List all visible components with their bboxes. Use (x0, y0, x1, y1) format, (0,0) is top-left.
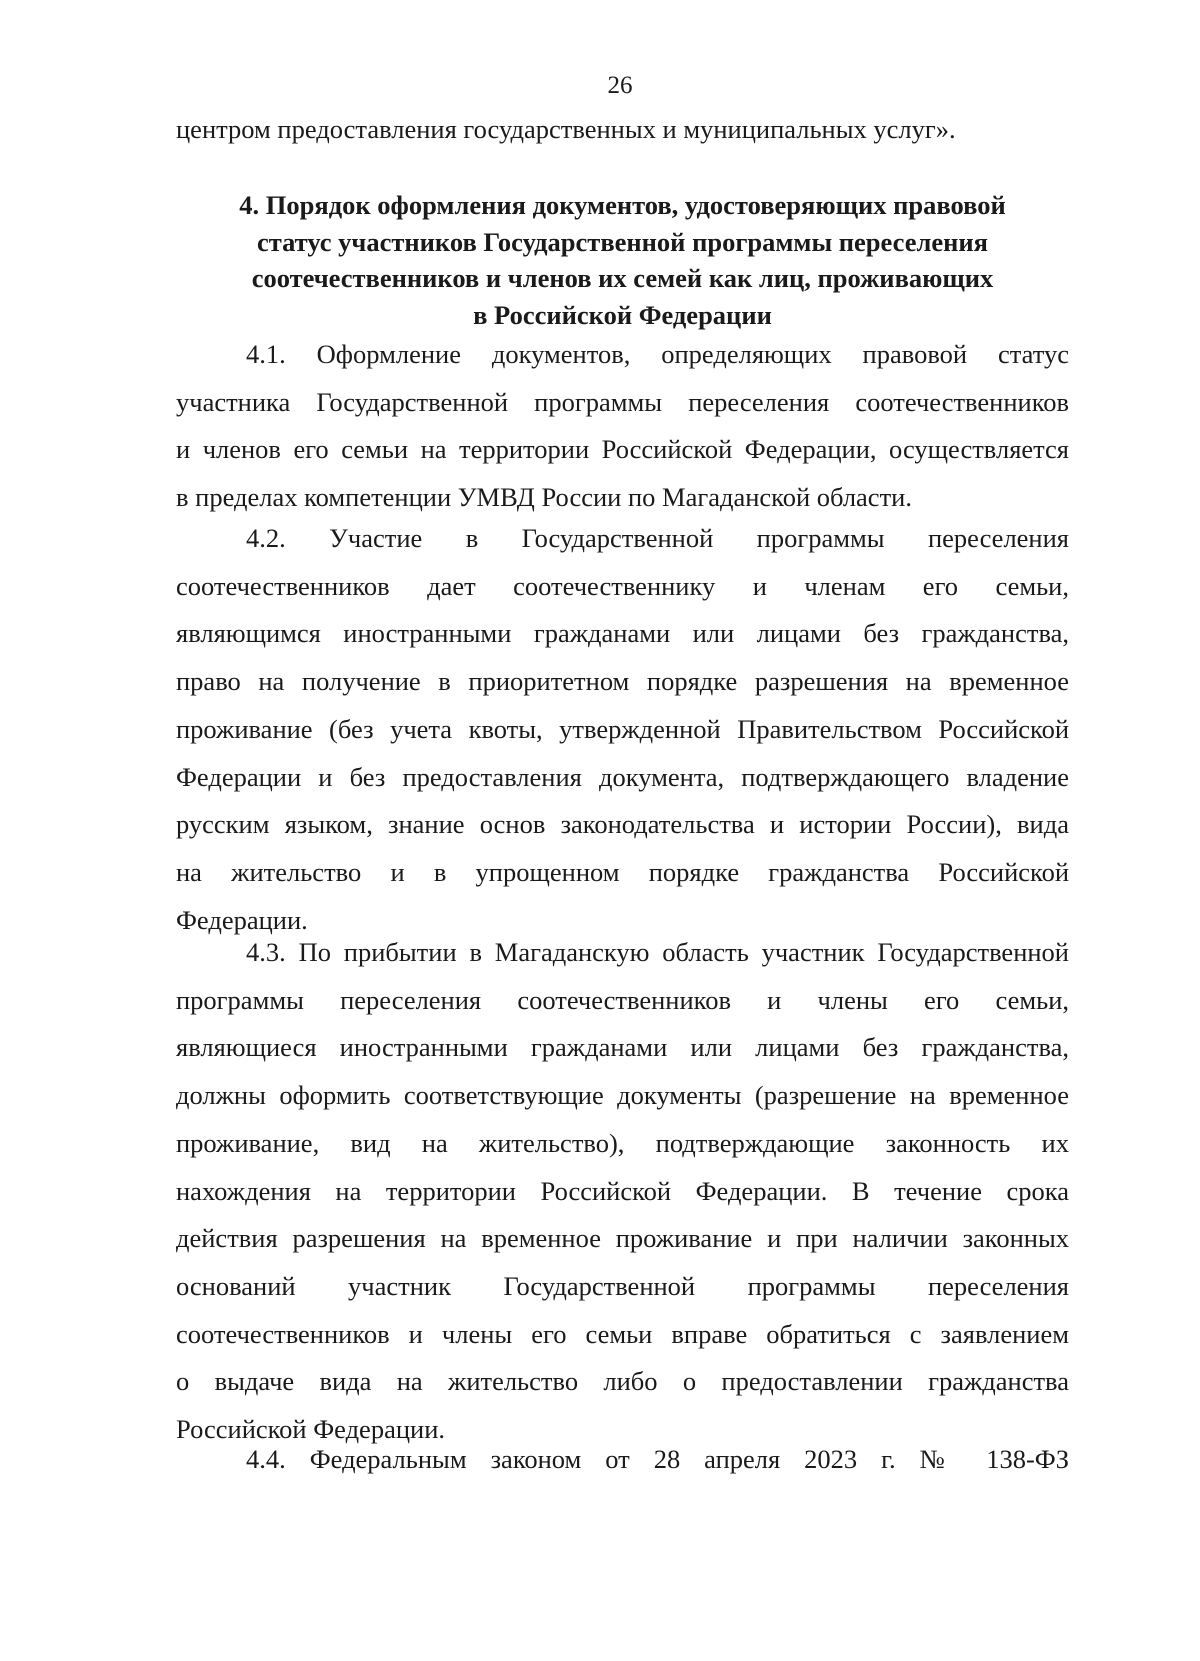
text-line: Российской Федерации. (176, 1414, 445, 1445)
text-line: право на получение в приоритетном порядке разрешения на временное (176, 666, 1069, 697)
heading-line: соотечественников и членов их семей как лиц, проживающих (251, 263, 994, 293)
text-line: нахождения на территории Российской Федерации. В течение срока (176, 1175, 1069, 1206)
text-line: центром предоставления государственных и муниципальных услуг». (176, 114, 956, 144)
text-line: Федерации. (176, 904, 308, 935)
text-line: программы переселения соотечественников и члены его семьи, (176, 984, 1069, 1015)
paragraph-4-3 (176, 929, 1069, 1454)
text-line: являющиеся иностранными гражданами или лицами без гражданства, (176, 1032, 1069, 1063)
page-number: 26 (607, 72, 633, 99)
text-line: в пределах компетенции УМВД России по Магаданской области. (176, 482, 912, 513)
text-line: русским языком, знание основ законодательства и истории России), вида (176, 809, 1069, 840)
heading-line: в Российской Федерации (473, 299, 772, 330)
heading-line: статус участников Государственной программы переселения (257, 226, 988, 257)
paragraph-4-4 (176, 1436, 1069, 1484)
text-line: 4.3. По прибытии в Магаданскую область участник Государственной (246, 937, 1069, 967)
paragraph-4-1 (176, 331, 1069, 522)
text-line: проживание (без учета квоты, утвержденной Правительством Российской (176, 713, 1069, 744)
heading-line: 4. Порядок оформления документов, удостоверяющих правовой (239, 190, 1006, 220)
text-line: соотечественников дает соотечественнику и членам его семьи, (176, 570, 1069, 601)
text-line: о выдаче вида на жительство либо о предоставлении гражданства (176, 1366, 1069, 1397)
text-line: оснований участник Государственной программы переселения (176, 1270, 1069, 1301)
text-line: 4.2. Участие в Государственной программы переселения (246, 523, 1069, 553)
text-line: являющимся иностранными гражданами или лицами без гражданства, (176, 618, 1069, 649)
text-line: участника Государственной программы переселения соотечественников (176, 386, 1069, 417)
text-line: должны оформить соответствующие документы (разрешение на временное (176, 1080, 1069, 1111)
text-line: действия разрешения на временное проживание и при наличии законных (176, 1223, 1069, 1254)
text-line: Федерации и без предоставления документа, подтверждающего владение (176, 761, 1069, 792)
text-line: 4.4. Федеральным законом от 28 апреля 2023 г. № 138-ФЗ (246, 1444, 1069, 1474)
text-line: 4.1. Оформление документов, определяющих правовой статус (246, 339, 1069, 369)
intro-line (176, 106, 1069, 154)
text-line: проживание, вид на жительство), подтверждающие законность их (176, 1127, 1069, 1158)
text-line: и членов его семьи на территории Российской Федерации, осуществляется (176, 434, 1069, 465)
section-heading (176, 187, 1069, 333)
text-line: соотечественников и члены его семьи вправе обратиться с заявлением (176, 1318, 1069, 1349)
paragraph-4-2 (176, 515, 1069, 944)
text-line: на жительство и в упрощенном порядке гражданства Российской (176, 856, 1069, 887)
